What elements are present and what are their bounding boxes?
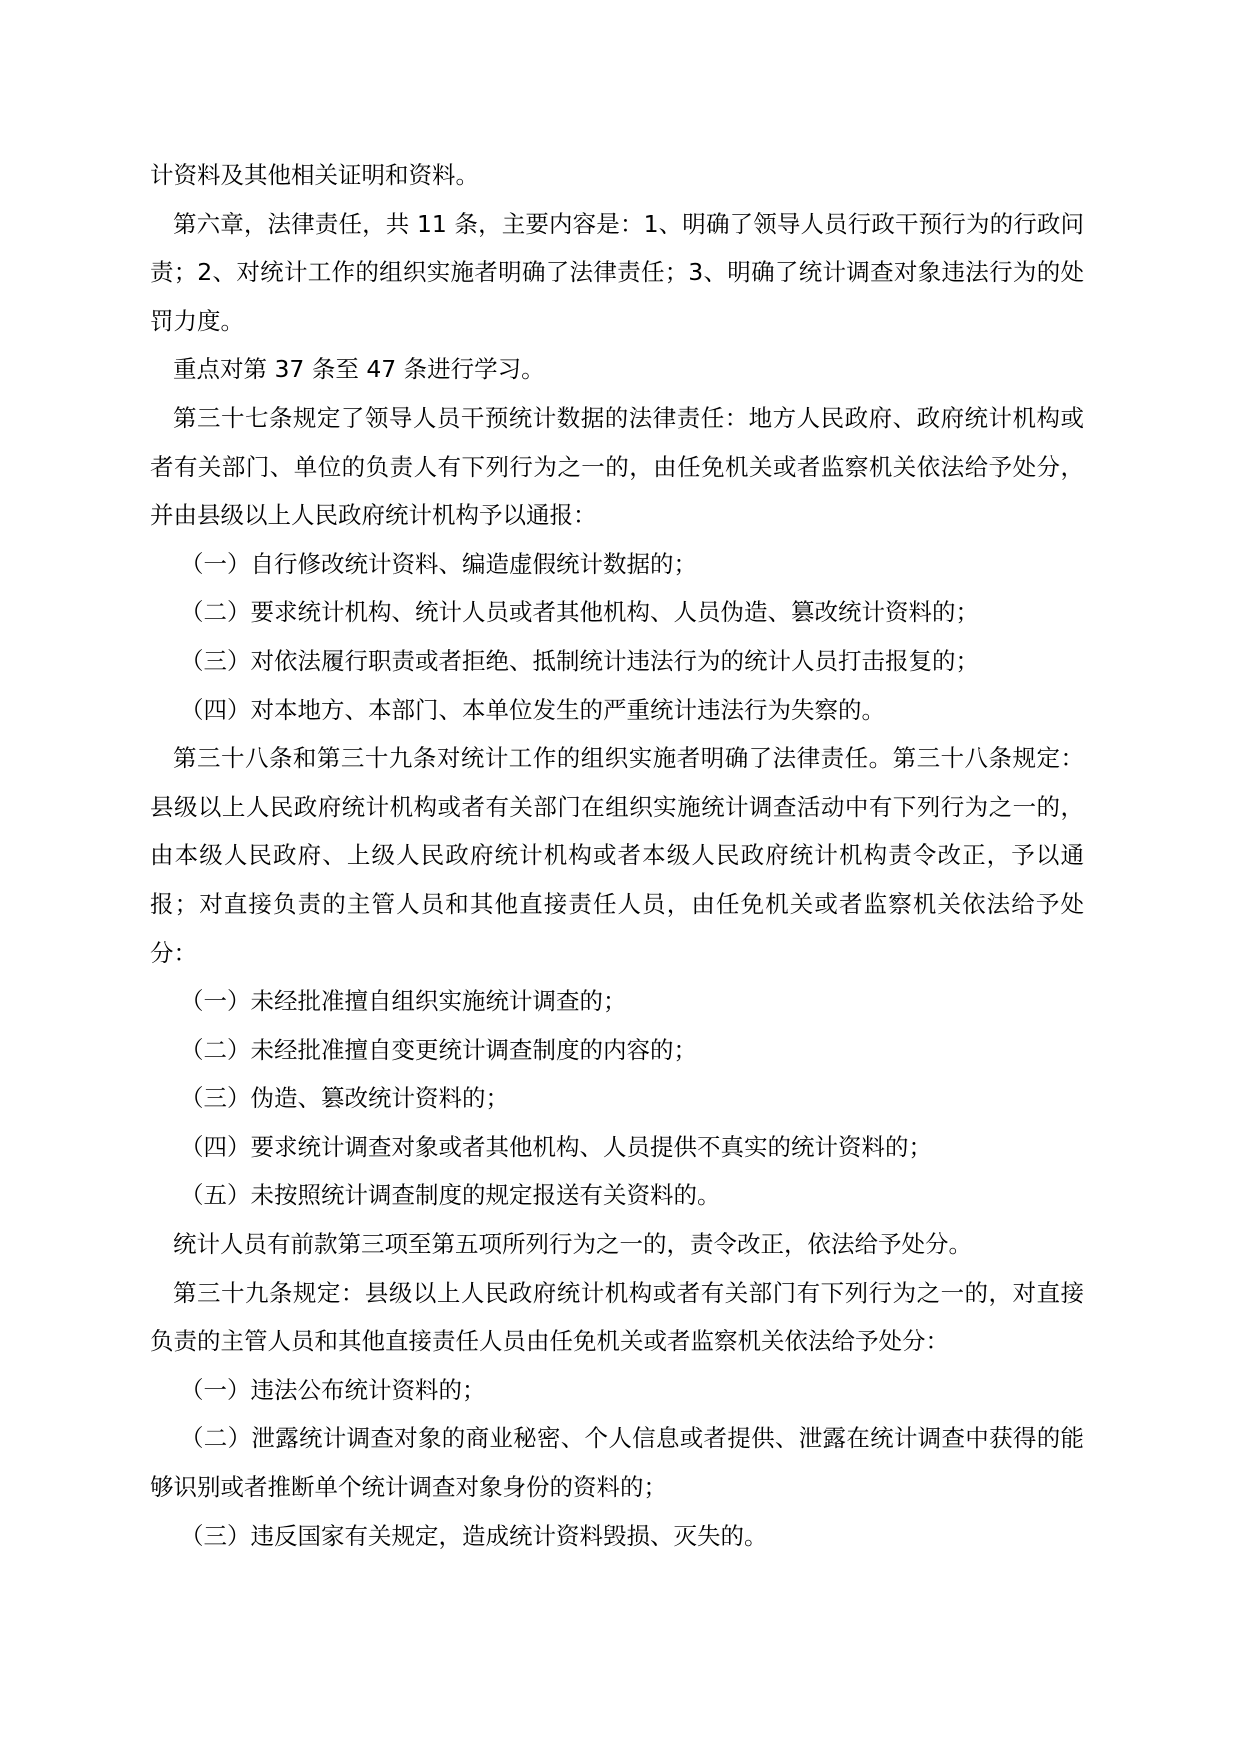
list-item-39-3: （三）违反国家有关规定，造成统计资料毁损、灭失的。 [180, 1521, 768, 1550]
paragraph-article-38: 第三十八条和第三十九条对统计工作的组织实施者明确了法律责任。第三十八条规定：县级以上人民政府统计机构或者有关部门在组织实施统计调查活动中有下列行为之一的，由本级人民政府、上级人民政府统计机构或者本级人民政府统计机构责令改正，予以通报；对直接负责的主管人员和其他直接责任人员，由任免机关或者监察机关依法给予处分： [150, 744, 1084, 967]
list-item-37-3: （三）对依法履行职责或者拒绝、抵制统计违法行为的统计人员打击报复的； [180, 646, 979, 675]
list-item-39-1: （一）违法公布统计资料的； [180, 1375, 486, 1404]
list-item-38-2: （二）未经批准擅自变更统计调查制度的内容的； [180, 1035, 697, 1064]
document-body [150, 151, 1084, 1560]
list-item-37-1: （一）自行修改统计资料、编造虚假统计数据的； [180, 549, 697, 578]
paragraph-article-37: 第三十七条规定了领导人员干预统计数据的法律责任：地方人民政府、政府统计机构或者有关部门、单位的负责人有下列行为之一的，由任免机关或者监察机关依法给予处分，并由县级以上人民政府统计机构予以通报： [150, 403, 1084, 530]
list-item-39-2: （二）泄露统计调查对象的商业秘密、个人信息或者提供、泄露在统计调查中获得的能够识别或者推断单个统计调查对象身份的资料的； [150, 1424, 1084, 1502]
list-item-38-1: （一）未经批准擅自组织实施统计调查的； [180, 987, 627, 1016]
list-item-37-2: （二）要求统计机构、统计人员或者其他机构、人员伪造、篡改统计资料的； [180, 598, 979, 627]
paragraph-continuation: 计资料及其他相关证明和资料。 [150, 161, 479, 189]
paragraph-article-39: 第三十九条规定：县级以上人民政府统计机构或者有关部门有下列行为之一的，对直接负责的主管人员和其他直接责任人员由任免机关或者监察机关依法给予处分： [150, 1278, 1084, 1356]
list-item-38-5: （五）未按照统计调查制度的规定报送有关资料的。 [180, 1181, 721, 1210]
paragraph-study-focus: 重点对第 37 条至 47 条进行学习。 [173, 355, 545, 384]
list-item-38-3: （三）伪造、篡改统计资料的； [180, 1084, 509, 1113]
list-item-38-4: （四）要求统计调查对象或者其他机构、人员提供不真实的统计资料的； [180, 1132, 932, 1161]
paragraph-chapter-six-summary: 第六章，法律责任，共 11 条，主要内容是：1、明确了领导人员行政干预行为的行政问责；2、对统计工作的组织实施者明确了法律责任；3、明确了统计调查对象违法行为的处罚力度。 [150, 209, 1084, 335]
paragraph-statistician-liability: 统计人员有前款第三项至第五项所列行为之一的，责令改正，依法给予处分。 [173, 1230, 972, 1259]
list-item-37-4: （四）对本地方、本部门、本单位发生的严重统计违法行为失察的。 [180, 695, 885, 724]
